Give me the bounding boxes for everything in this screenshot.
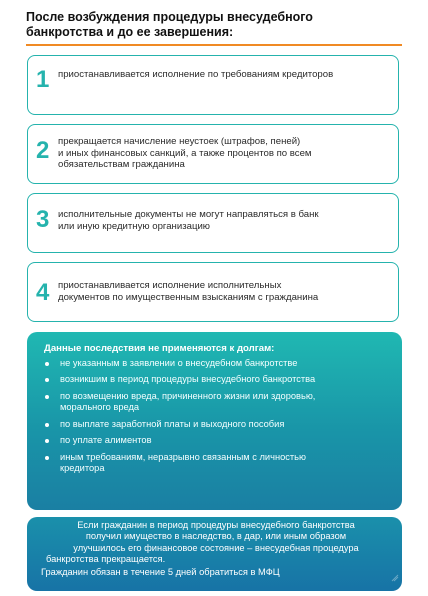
exception-item-6 [44,452,389,475]
bullet-icon [45,456,49,460]
consequence-card-1 [27,55,399,115]
exception-3-line-2: морального вреда [60,402,140,413]
exception-4-line-1: по выплате заработной платы и выходного пособия [60,418,285,429]
termination-note-panel [27,517,402,591]
bullet-icon [45,439,49,443]
exception-6-line-2: кредитора [60,463,105,474]
note-mfc-line: Гражданин обязан в течение 5 дней обратиться в МФЦ [41,567,280,577]
exception-item-4 [44,419,389,430]
note-line-3: улучшилось его финансовое состояние – внесудебная процедура [73,542,359,553]
card-number-3: 3 [36,206,50,233]
exceptions-title: Данные последствия не применяются к долгам: [44,343,275,354]
card-number-4: 4 [36,279,50,306]
note-text [41,520,391,565]
exception-6-line-1: иным требованиям, неразрывно связанным с личностью [60,451,306,462]
bullet-icon [45,423,49,427]
exceptions-panel [27,332,402,510]
consequence-card-4 [27,262,399,322]
card-text-2 [58,136,388,171]
exception-item-3 [44,391,389,414]
card-text-1 [58,69,388,81]
card-4-line-2: документов по имущественным взысканиям с гражданина [58,291,319,303]
card-4-line-1: приостанавливается исполнение исполнительных [58,280,282,291]
title-line-1: После возбуждения процедуры внесудебного [26,10,313,24]
exceptions-list [44,358,389,480]
card-text-3 [58,209,388,232]
title-divider [26,44,402,46]
exception-2-line-1: возникшим в период процедуры внесудебного банкротства [60,374,316,385]
card-2-line-2: и иных финансовых санкций, а также процентов по всем [58,147,312,159]
card-number-2: 2 [36,137,50,164]
exception-5-line-1: по уплате алиментов [60,435,152,446]
page-title [26,10,386,40]
exception-item-5 [44,435,389,446]
bullet-icon [45,378,49,382]
exception-item-1 [44,358,389,369]
note-line-4: банкротства прекращается. [46,553,166,564]
consequence-card-3 [27,193,399,253]
corner-mark-icon [391,574,399,582]
card-2-line-3: обязательствам гражданина [58,159,185,170]
card-text-4 [58,280,388,303]
card-3-line-2: или иную кредитную организацию [58,220,210,232]
bullet-icon [45,395,49,399]
card-1-line-1: приостанавливается исполнение по требованиям кредиторов [58,69,334,80]
title-line-2: банкротства и до ее завершения: [26,25,234,39]
bullet-icon [45,362,49,366]
note-line-1: Если гражданин в период процедуры внесудебного банкротства [77,520,355,530]
card-2-line-1: прекращается начисление неустоек (штрафов, пеней) [58,136,301,147]
card-number-1: 1 [36,66,50,93]
exception-1-line-1: не указанным в заявлении о внесудебном банкротстве [60,358,298,368]
card-3-line-1: исполнительные документы не могут направляться в банк [58,209,319,220]
consequence-card-2 [27,124,399,184]
note-line-2: получил имущество в наследство, в дар, или иным образом [85,531,347,542]
exception-3-line-1: по возмещению вреда, причиненного жизни или здоровью, [60,390,316,401]
exception-item-2 [44,374,389,385]
